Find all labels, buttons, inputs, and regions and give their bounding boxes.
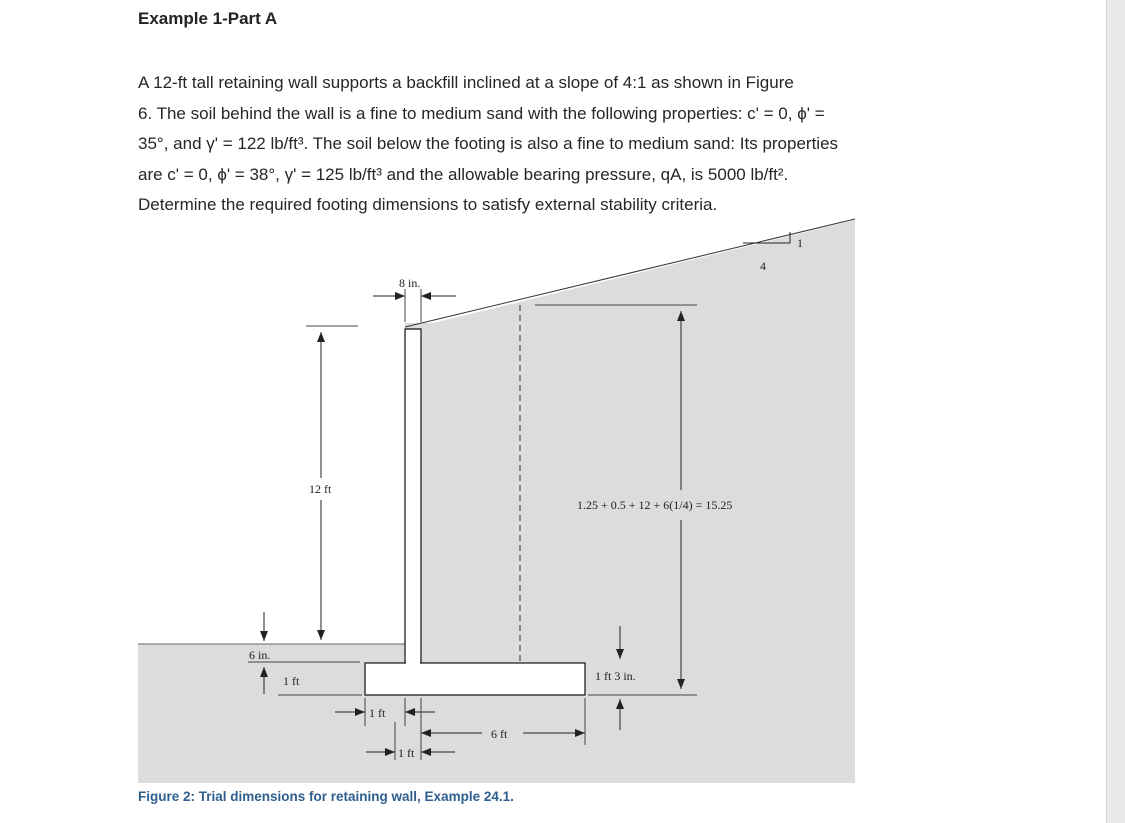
total-height-label: 1.25 + 0.5 + 12 + 6(1/4) = 15.25 <box>577 498 733 512</box>
example-title: Example 1-Part A <box>138 9 278 28</box>
slope-run-label: 4 <box>760 259 766 273</box>
problem-line: A 12-ft tall retaining wall supports a backfill inclined at a slope of 4:1 as shown in Figure <box>138 73 794 92</box>
stem-top-width-label: 8 in. <box>399 276 421 290</box>
problem-line: 35°, and γ' = 122 lb/ft³. The soil below the footing is also a fine to medium sand: Its properties <box>138 134 839 153</box>
problem-line: Determine the required footing dimensions to satisfy external stability criteria. <box>138 195 718 214</box>
problem-line: 6. The soil behind the wall is a fine to medium sand with the following properties: c' = 0, ϕ' = <box>138 103 825 123</box>
toe-length-label: 1 ft <box>369 706 386 720</box>
heel-length-label: 6 ft <box>491 727 508 741</box>
figure-caption: Figure 2: Trial dimensions for retaining wall, Example 24.1. <box>138 789 514 804</box>
stem-base-width-label: 1 ft <box>398 746 415 760</box>
slope-rise-label: 1 <box>797 236 803 250</box>
embedment-label: 6 in. <box>249 648 271 662</box>
wall-stem <box>405 329 421 664</box>
footing-thickness-label: 1 ft <box>283 674 300 688</box>
footing-thickness-right-label: 1 ft 3 in. <box>595 669 636 683</box>
wall-footing <box>365 663 585 695</box>
problem-line: are c' = 0, ϕ' = 38°, γ' = 125 lb/ft³ and the allowable bearing pressure, qA, is 5000 lb/ft². <box>138 164 789 184</box>
right-scrollbar[interactable] <box>1106 0 1125 823</box>
stem-height-label: 12 ft <box>309 482 332 496</box>
